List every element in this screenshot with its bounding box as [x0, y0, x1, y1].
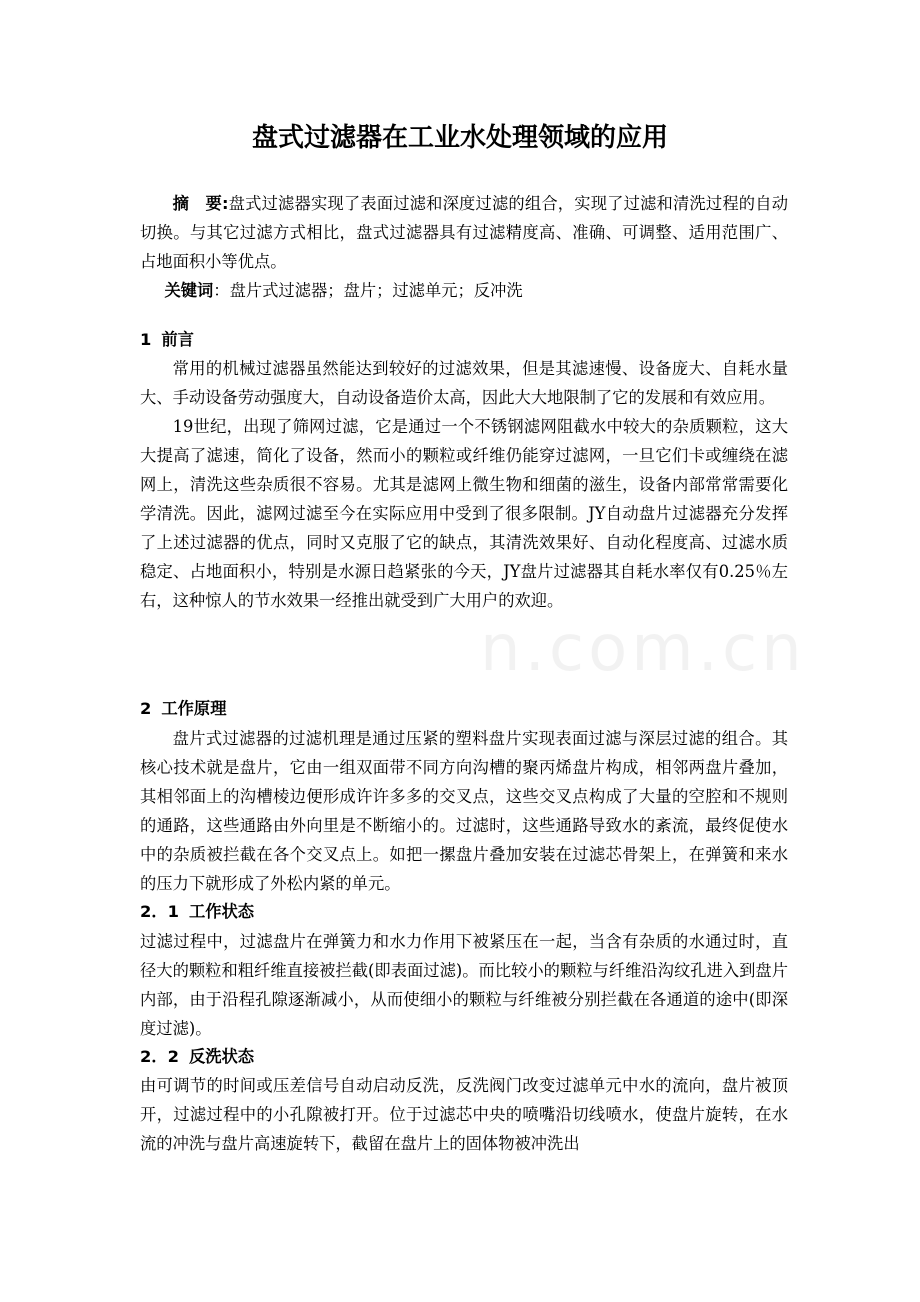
section-1-paragraph-1: 常用的机械过滤器虽然能达到较好的过滤效果，但是其滤速慢、设备庞大、自耗水量大、手动设备劳动强度大，自动设备造价太高，因此大大地限制了它的发展和有效应用。 — [140, 359, 788, 407]
section-2-number: 2 — [140, 699, 152, 718]
section-2-2-title: 反洗状态 — [188, 1047, 255, 1066]
section-2-1-title: 工作状态 — [188, 902, 255, 921]
abstract-label: 摘 要: — [172, 194, 229, 213]
section-1-paragraph-2: 19世纪，出现了筛网过滤，它是通过一个不锈钢滤网阻截水中较大的杂质颗粒，这大大提高了滤速，简化了设备，然而小的颗粒或纤维仍能穿过滤网，一旦它们卡或缠绕在滤网上，清洗这些杂质很不容易。尤其是滤网上微生物和细菌的滋生，设备内部常常需要化学清洗。因此，滤网过滤至今在实际应用中受到了很多限制。JY自动盘片过滤器充分发挥了上述过滤器的优点，同时又克服了它的缺点，其清洗效果好、自动化程度高、过滤水质稳定、占地面积小，特别是水源日趋紧张的今天，JY盘片过滤器其自耗水率仅有0.25％左右，这种惊人的节水效果一经推出就受到广大用户的欢迎。 — [140, 417, 788, 610]
keywords-paragraph — [140, 276, 788, 305]
section-2-2-paragraph-1: 由可调节的时间或压差信号自动启动反洗，反洗阀门改变过滤单元中水的流向，盘片被顶开，过滤过程中的小孔隙被打开。位于过滤芯中央的喷嘴沿切线喷水，使盘片旋转，在水流的冲洗与盘片高速旋转下，截留在盘片上的固体物被冲洗出 — [140, 1076, 788, 1153]
keywords-label: 关键词 — [164, 281, 214, 300]
section-1-number: 1 — [140, 330, 152, 349]
keywords-text: ：盘片式过滤器；盘片；过滤单元；反冲洗 — [213, 281, 523, 300]
section-2-1-paragraph-1: 过滤过程中，过滤盘片在弹簧力和水力作用下被紧压在一起，当含有杂质的水通过时，直径大的颗粒和粗纤维直接被拦截(即表面过滤)。而比较小的颗粒与纤维沿沟纹孔进入到盘片内部，由于沿程孔隙逐渐减小，从而使细小的颗粒与纤维被分别拦截在各通道的途中(即深度过滤)。 — [140, 932, 788, 1038]
document-title: 盘式过滤器在工业水处理领域的应用 — [251, 123, 668, 153]
section-1-body — [140, 354, 788, 615]
section-2-2-number: 2．2 — [140, 1047, 179, 1066]
abstract-text: 盘式过滤器实现了表面过滤和深度过滤的组合，实现了过滤和清洗过程的自动切换。与其它过滤方式相比，盘式过滤器具有过滤精度高、准确、可调整、适用范围广、占地面积小等优点。 — [140, 194, 788, 271]
abstract-block — [140, 189, 788, 305]
section-1-heading — [140, 326, 788, 354]
section-2-2-body — [140, 1071, 788, 1158]
section-2-title: 工作原理 — [161, 699, 227, 718]
watermark: n.com.cn — [480, 612, 806, 686]
section-2-1-heading — [140, 898, 788, 926]
section-2-1-number: 2．1 — [140, 902, 179, 921]
section-2-2-heading — [140, 1043, 788, 1071]
section-2-heading — [140, 695, 788, 723]
section-1-title: 前言 — [161, 330, 194, 349]
section-2-paragraph-1: 盘片式过滤器的过滤机理是通过压紧的塑料盘片实现表面过滤与深层过滤的组合。其核心技术就是盘片，它由一组双面带不同方向沟槽的聚丙烯盘片构成，相邻两盘片叠加，其相邻面上的沟槽棱边便形成许许多多的交叉点，这些交叉点构成了大量的空腔和不规则的通路，这些通路由外向里是不断缩小的。过滤时，这些通路导致水的紊流，最终促使水中的杂质被拦截在各个交叉点上。如把一摞盘片叠加安装在过滤芯骨架上，在弹簧和来水的压力下就形成了外松内紧的单元。 — [140, 729, 788, 893]
section-2-1-body — [140, 927, 788, 1043]
section-2-body — [140, 724, 788, 898]
abstract-paragraph — [140, 189, 788, 276]
